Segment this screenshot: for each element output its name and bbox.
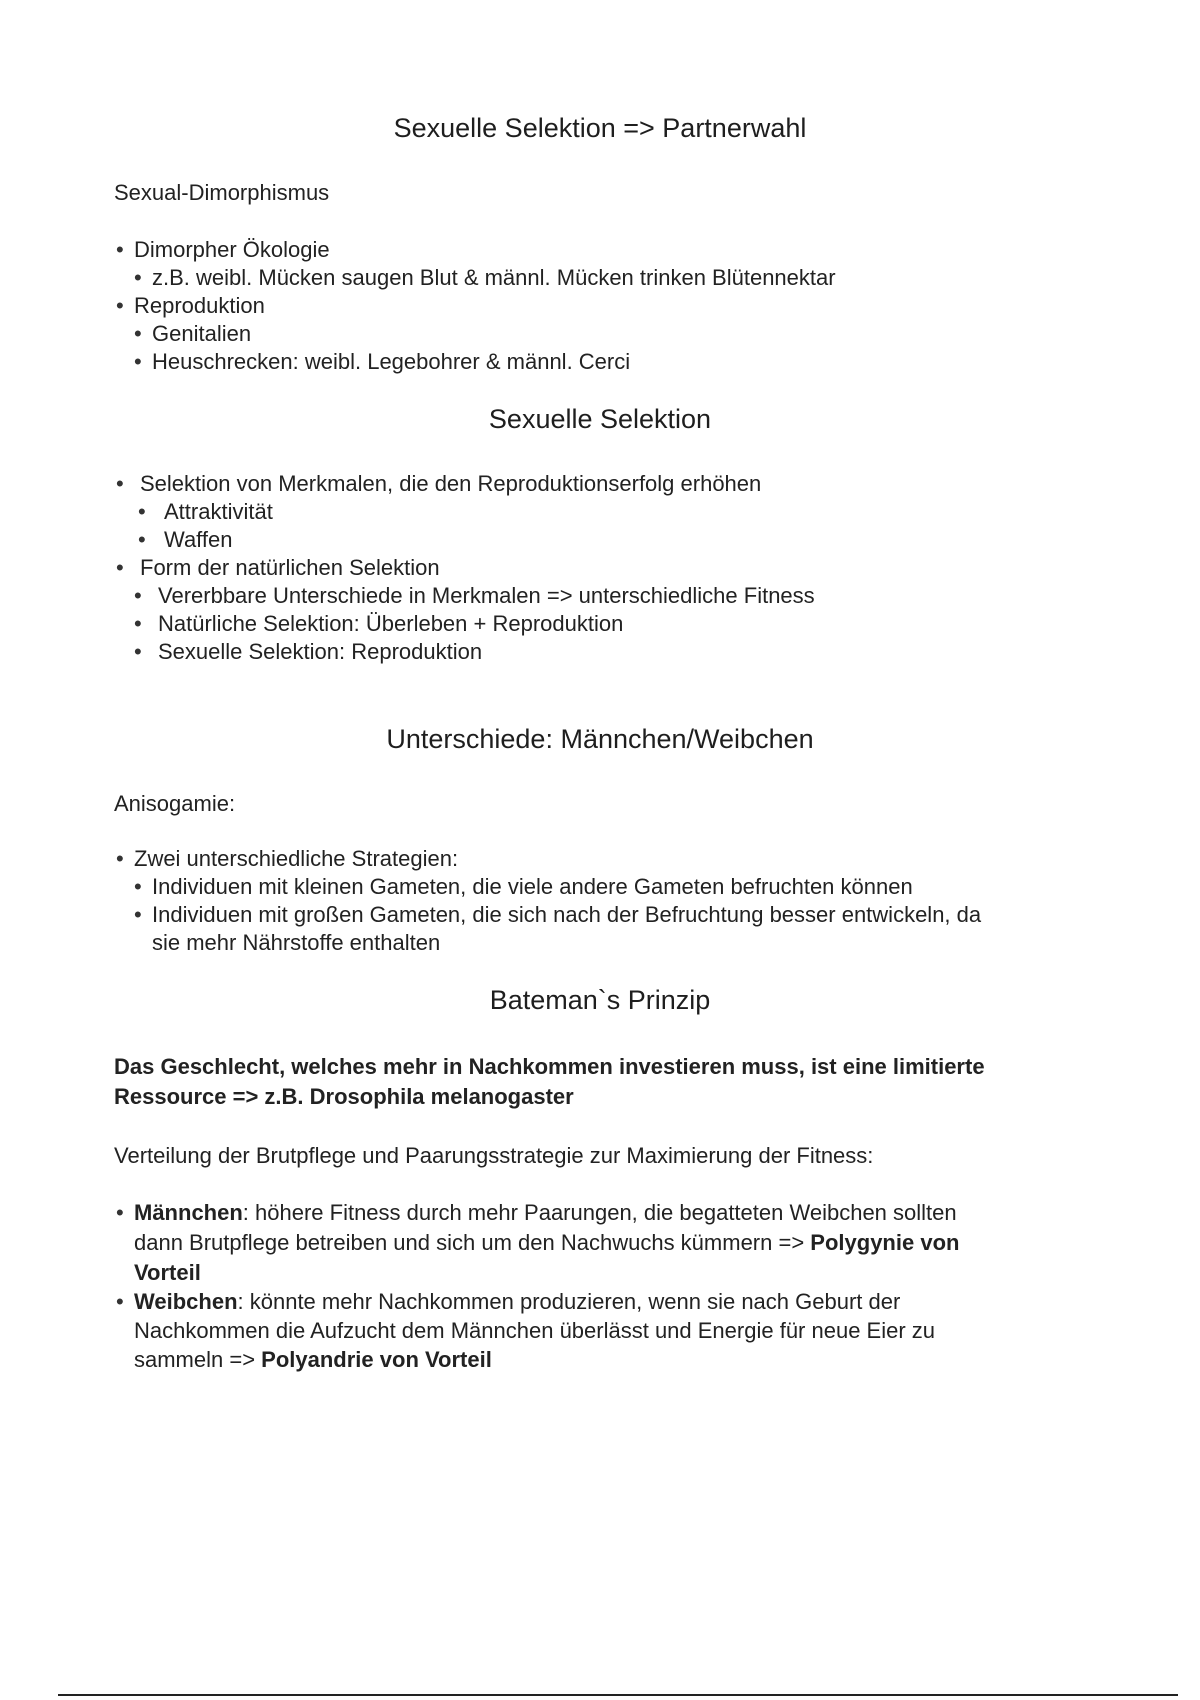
intro-paragraph: Verteilung der Brutpflege und Paarungsstrategie zur Maximierung der Fitness:: [114, 1143, 874, 1168]
section-title-partnerwahl: Sexuelle Selektion => Partnerwahl: [393, 113, 807, 143]
bullet-icon: •: [134, 583, 142, 608]
list-item: Genitalien: [152, 321, 252, 346]
list-item: z.B. weibl. Mücken saugen Blut & männl. Mücken trinken Blütennektar: [152, 265, 836, 290]
section-title-batemans-prinzip: Bateman`s Prinzip: [489, 985, 711, 1015]
bullet-icon: •: [116, 293, 124, 318]
bullet-icon: •: [134, 349, 142, 374]
maennchen-conclusion-1: Polygynie von: [810, 1230, 960, 1255]
bullet-icon: •: [134, 611, 142, 636]
list-item: Selektion von Merkmalen, die den Reproduktionserfolg erhöhen: [140, 471, 762, 496]
weibchen-label: Weibchen: [134, 1289, 238, 1314]
list-item: Individuen mit großen Gameten, die sich nach der Befruchtung besser entwickeln, da: [152, 902, 982, 927]
bullet-icon: •: [134, 639, 142, 664]
weibchen-line-1: [134, 1287, 900, 1317]
bullet-icon: •: [134, 265, 142, 290]
bullet-icon: •: [116, 555, 124, 580]
list-item: Natürliche Selektion: Überleben + Reproduktion: [158, 611, 624, 636]
bullet-icon: •: [116, 471, 124, 496]
bullet-icon: •: [138, 527, 146, 552]
maennchen-line-1: [134, 1198, 957, 1228]
bullet-icon: •: [116, 846, 124, 871]
bold-statement-line-2: Ressource => z.B. Drosophila melanogaster: [114, 1084, 574, 1109]
weibchen-text-3: sammeln =>: [134, 1347, 262, 1372]
list-item-continuation: sie mehr Nährstoffe enthalten: [152, 930, 441, 955]
subheading-sexual-dimorphismus: Sexual-Dimorphismus: [114, 180, 330, 205]
bullet-icon: •: [138, 499, 146, 524]
maennchen-label: Männchen: [134, 1200, 243, 1225]
bullet-icon: •: [116, 237, 124, 262]
list-item: Zwei unterschiedliche Strategien:: [134, 846, 459, 871]
list-item: Individuen mit kleinen Gameten, die viele andere Gameten befruchten können: [152, 874, 913, 899]
maennchen-line-2: [134, 1228, 959, 1258]
bullet-icon: •: [134, 321, 142, 346]
list-item: Sexuelle Selektion: Reproduktion: [158, 639, 483, 664]
list-item: Form der natürlichen Selektion: [140, 555, 440, 580]
list-item: Heuschrecken: weibl. Legebohrer & männl. Cerci: [152, 349, 631, 374]
subheading-anisogamie: Anisogamie:: [114, 791, 236, 816]
footer-divider: [58, 1694, 1178, 1696]
list-item: Vererbbare Unterschiede in Merkmalen => unterschiedliche Fitness: [158, 583, 815, 608]
bullet-icon: •: [116, 1200, 124, 1225]
list-item: Attraktivität: [164, 499, 273, 524]
bullet-icon: •: [134, 874, 142, 899]
list-item: Dimorpher Ökologie: [134, 237, 330, 262]
weibchen-line-2: Nachkommen die Aufzucht dem Männchen überlässt und Energie für neue Eier zu: [134, 1318, 936, 1343]
list-item: Reproduktion: [134, 293, 265, 318]
weibchen-conclusion: Polyandrie von Vorteil: [261, 1347, 492, 1372]
maennchen-conclusion-2: Vorteil: [134, 1260, 201, 1285]
weibchen-line-3: [134, 1345, 492, 1375]
bullet-icon: •: [116, 1289, 124, 1314]
maennchen-text-2: dann Brutpflege betreiben und sich um den Nachwuchs kümmern =>: [134, 1230, 811, 1255]
maennchen-text-1: : höhere Fitness durch mehr Paarungen, die begatteten Weibchen sollten: [242, 1200, 957, 1225]
section-title-unterschiede: Unterschiede: Männchen/Weibchen: [386, 724, 814, 754]
bullet-icon: •: [134, 902, 142, 927]
list-item: Waffen: [164, 527, 233, 552]
weibchen-text-1: : könnte mehr Nachkommen produzieren, wenn sie nach Geburt der: [237, 1289, 901, 1314]
bold-statement-line-1: Das Geschlecht, welches mehr in Nachkommen investieren muss, ist eine limitierte: [114, 1054, 985, 1079]
section-title-sexuelle-selektion: Sexuelle Selektion: [488, 404, 712, 434]
